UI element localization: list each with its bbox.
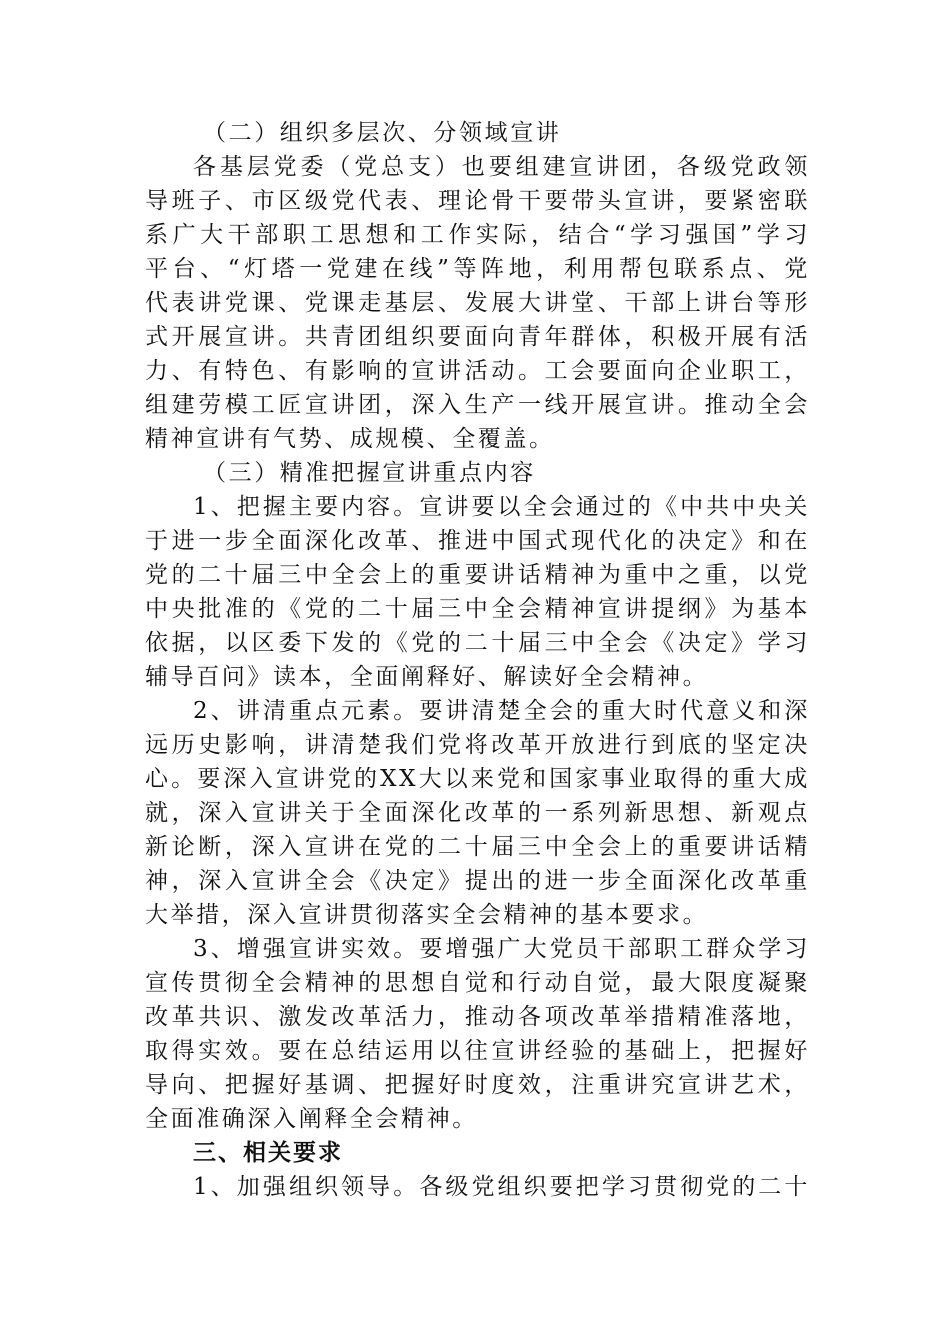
text-line: 平台、“灯塔一党建在线”等阵地，利用帮包联系点、党: [145, 256, 810, 282]
text-line: 1、把握主要内容。宣讲要以全会通过的《中共中央关: [193, 494, 810, 520]
text-line: 于进一步全面深化改革、推进中国式现代化的决定》和在: [145, 528, 810, 554]
text-line: 组建劳模工匠宣讲团，深入生产一线开展宣讲。推动全会: [145, 392, 810, 418]
paragraph: [145, 150, 810, 456]
paragraph: [145, 490, 810, 694]
text-line: 就，深入宣讲关于全面深化改革的一系列新思想、新观点: [145, 800, 810, 826]
text-line: 精神宣讲有气势、成规模、全覆盖。: [145, 426, 555, 452]
text-line: 远历史影响，讲清楚我们党将改革开放进行到底的坚定决: [145, 732, 810, 758]
text-line: 导向、把握好基调、把握好时度效，注重讲究宣讲艺术，: [145, 1072, 810, 1098]
text-line: 取得实效。要在总结运用以往宣讲经验的基础上，把握好: [145, 1038, 810, 1064]
text-line: 2、讲清重点元素。要讲清楚全会的重大时代意义和深: [193, 698, 810, 724]
text-line: 代表讲党课、党课走基层、发展大讲堂、干部上讲台等形: [145, 290, 810, 316]
text-line: 中央批准的《党的二十届三中全会精神宣讲提纲》为基本: [145, 596, 810, 622]
section-heading: （三）精准把握宣讲重点内容: [203, 460, 536, 486]
document-body: [145, 116, 810, 1204]
text-line: 心。要深入宣讲党的XX大以来党和国家事业取得的重大成: [145, 766, 810, 792]
text-line: 导班子、市区级党代表、理论骨干要带头宣讲，要紧密联: [145, 188, 810, 214]
paragraph: [145, 932, 810, 1136]
text-line: 党的二十届三中全会上的重要讲话精神为重中之重，以党: [145, 562, 810, 588]
text-line: 辅导百问》读本，全面阐释好、解读好全会精神。: [145, 664, 709, 690]
text-line: 3、增强宣讲实效。要增强广大党员干部职工群众学习: [193, 936, 810, 962]
section-heading: 三、相关要求: [193, 1140, 343, 1166]
text-line: 新论断，深入宣讲在党的二十届三中全会上的重要讲话精: [145, 834, 810, 860]
text-line: 依据，以区委下发的《党的二十届三中全会《决定》学习: [145, 630, 810, 656]
section-heading: （二）组织多层次、分领域宣讲: [203, 120, 562, 146]
paragraph: [145, 1170, 810, 1204]
text-line: 神，深入宣讲全会《决定》提出的进一步全面深化改革重: [145, 868, 810, 894]
text-line: 力、有特色、有影响的宣讲活动。工会要面向企业职工，: [145, 358, 810, 384]
text-line: 大举措，深入宣讲贯彻落实全会精神的基本要求。: [145, 902, 709, 928]
text-line: 各基层党委（党总支）也要组建宣讲团，各级党政领: [193, 154, 810, 180]
paragraph: [145, 694, 810, 932]
text-line: 改革共识、激发改革活力，推动各项改革举措精准落地，: [145, 1004, 810, 1030]
text-line: 式开展宣讲。共青团组织要面向青年群体，积极开展有活: [145, 324, 810, 350]
text-line: 全面准确深入阐释全会精神。: [145, 1106, 478, 1132]
text-line: 系广大干部职工思想和工作实际，结合“学习强国”学习: [145, 222, 810, 248]
text-line: 1、加强组织领导。各级党组织要把学习贯彻党的二十: [193, 1174, 810, 1200]
text-line: 宣传贯彻全会精神的思想自觉和行动自觉，最大限度凝聚: [145, 970, 810, 996]
